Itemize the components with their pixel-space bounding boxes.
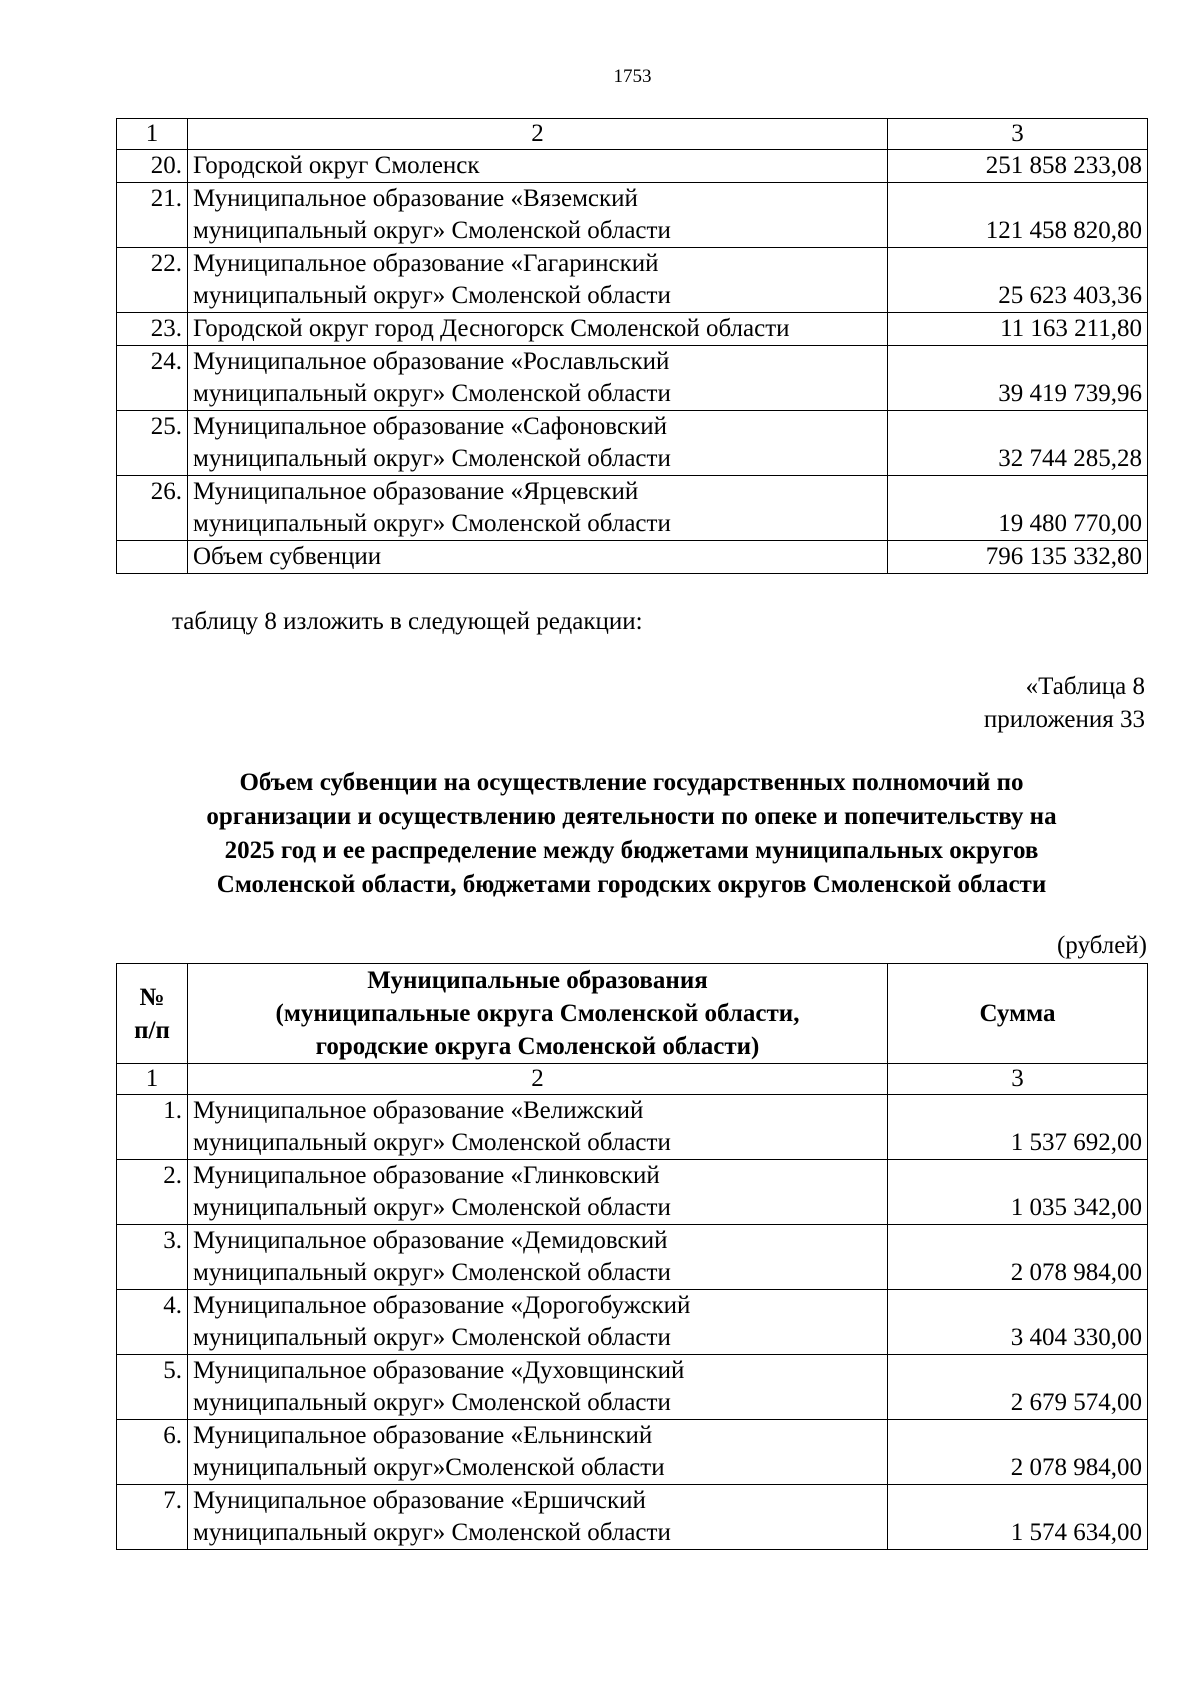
row-name-line: Муниципальное образование «Сафоновский <box>193 413 667 440</box>
column-numbers-row <box>117 119 1148 150</box>
row-name-line: Муниципальное образование «Духовщинский <box>193 1357 685 1384</box>
row-name-line: муниципальный округ» Смоленской области <box>193 1194 671 1221</box>
row-sum: 32 744 285,28 <box>888 411 1148 476</box>
row-name <box>188 476 888 541</box>
row-name <box>188 346 888 411</box>
unit-label: (рублей) <box>1056 932 1147 959</box>
total-row <box>117 541 1148 574</box>
heading-line: Объем субвенции на осуществление государственных полномочий по <box>239 769 1024 796</box>
table-row <box>117 1355 1148 1420</box>
table-row <box>117 1095 1148 1160</box>
row-name <box>188 1420 888 1485</box>
row-sum: 2 078 984,00 <box>888 1420 1148 1485</box>
row-name-line: Муниципальное образование «Ершичский <box>193 1487 646 1514</box>
row-name <box>188 183 888 248</box>
row-sum: 2 679 574,00 <box>888 1355 1148 1420</box>
header-name <box>188 964 888 1064</box>
table-row <box>117 183 1148 248</box>
heading-line: Смоленской области, бюджетами городских округов Смоленской области <box>216 871 1047 898</box>
header-name-line: Муниципальные образования <box>367 967 708 994</box>
row-number: 20. <box>117 150 188 183</box>
row-name <box>188 1355 888 1420</box>
row-number: 5. <box>117 1355 188 1420</box>
row-sum: 1 574 634,00 <box>888 1485 1148 1550</box>
column-number: 2 <box>188 1064 888 1095</box>
row-sum: 11 163 211,80 <box>888 313 1148 346</box>
column-number: 1 <box>117 1064 188 1095</box>
header-name-line: городские округа Смоленской области) <box>315 1033 760 1060</box>
column-number: 3 <box>888 119 1148 150</box>
row-name-line: муниципальный округ» Смоленской области <box>193 445 671 472</box>
row-number: 6. <box>117 1420 188 1485</box>
row-number: 21. <box>117 183 188 248</box>
top-table <box>116 118 1148 574</box>
row-sum: 1 035 342,00 <box>888 1160 1148 1225</box>
table-row <box>117 1485 1148 1550</box>
header-sum: Сумма <box>888 964 1148 1064</box>
header-num <box>117 964 188 1064</box>
row-name-line: муниципальный округ»Смоленской области <box>193 1454 665 1481</box>
table-row <box>117 248 1148 313</box>
header-row <box>117 964 1148 1064</box>
row-name <box>188 248 888 313</box>
row-sum: 25 623 403,36 <box>888 248 1148 313</box>
row-name-line: Муниципальное образование «Демидовский <box>193 1227 668 1254</box>
row-name-line: муниципальный округ» Смоленской области <box>193 1324 671 1351</box>
column-number: 1 <box>117 119 188 150</box>
table-row <box>117 1290 1148 1355</box>
header-num-line: п/п <box>134 1016 170 1044</box>
total-label: Объем субвенции <box>188 541 888 574</box>
row-name-line: муниципальный округ» Смоленской области <box>193 1259 671 1286</box>
table-row <box>117 313 1148 346</box>
row-name-line: Муниципальное образование «Глинковский <box>193 1162 660 1189</box>
row-number: 25. <box>117 411 188 476</box>
table-row <box>117 150 1148 183</box>
row-name-line: муниципальный округ» Смоленской области <box>193 1389 671 1416</box>
row-sum: 3 404 330,00 <box>888 1290 1148 1355</box>
row-name-line: Муниципальное образование «Ельнинский <box>193 1422 653 1449</box>
table-caption-line: «Таблица 8 <box>1025 673 1145 700</box>
row-name <box>188 313 888 346</box>
row-name <box>188 1485 888 1550</box>
instruction-text: таблицу 8 изложить в следующей редакции: <box>172 608 643 635</box>
column-numbers-row <box>117 1064 1148 1095</box>
column-number: 3 <box>888 1064 1148 1095</box>
document-heading <box>116 766 1147 902</box>
row-name-line: Муниципальное образование «Гагаринский <box>193 250 659 277</box>
row-name-line: Муниципальное образование «Велижский <box>193 1097 644 1124</box>
total-sum: 796 135 332,80 <box>888 541 1148 574</box>
table-row <box>117 476 1148 541</box>
row-name <box>188 1290 888 1355</box>
row-name <box>188 1095 888 1160</box>
row-number: 26. <box>117 476 188 541</box>
row-name <box>188 1225 888 1290</box>
header-num-line: № <box>139 983 165 1011</box>
row-sum: 1 537 692,00 <box>888 1095 1148 1160</box>
row-name-line: Муниципальное образование «Вяземский <box>193 185 638 212</box>
row-number: 24. <box>117 346 188 411</box>
row-name <box>188 1160 888 1225</box>
row-name-line: муниципальный округ» Смоленской области <box>193 510 671 537</box>
table-row <box>117 346 1148 411</box>
table-caption-line: приложения 33 <box>983 706 1145 733</box>
heading-line: организации и осуществлению деятельности по опеке и попечительству на <box>206 803 1057 830</box>
row-sum: 251 858 233,08 <box>888 150 1148 183</box>
heading-line: 2025 год и ее распределение между бюджетами муниципальных округов <box>224 837 1039 864</box>
row-name <box>188 411 888 476</box>
row-number: 7. <box>117 1485 188 1550</box>
page-number: 1753 <box>613 66 652 87</box>
row-name-line: муниципальный округ» Смоленской области <box>193 217 671 244</box>
row-name-line: муниципальный округ» Смоленской области <box>193 282 671 309</box>
row-sum: 19 480 770,00 <box>888 476 1148 541</box>
row-number: 3. <box>117 1225 188 1290</box>
row-name-line: муниципальный округ» Смоленской области <box>193 1519 671 1546</box>
row-number: 23. <box>117 313 188 346</box>
row-name-line: Городской округ Смоленск <box>193 152 480 179</box>
header-name-line: (муниципальные округа Смоленской области, <box>275 1000 800 1027</box>
total-num-empty <box>117 541 188 574</box>
table-caption <box>984 670 1145 736</box>
table-row <box>117 1420 1148 1485</box>
row-name-line: муниципальный округ» Смоленской области <box>193 1129 671 1156</box>
row-name-line: муниципальный округ» Смоленской области <box>193 380 671 407</box>
row-number: 1. <box>117 1095 188 1160</box>
row-name-line: Муниципальное образование «Ярцевский <box>193 478 639 505</box>
row-sum: 39 419 739,96 <box>888 346 1148 411</box>
row-sum: 2 078 984,00 <box>888 1225 1148 1290</box>
row-number: 22. <box>117 248 188 313</box>
row-sum: 121 458 820,80 <box>888 183 1148 248</box>
table-row <box>117 1160 1148 1225</box>
table-row <box>117 411 1148 476</box>
row-name-line: Муниципальное образование «Дорогобужский <box>193 1292 691 1319</box>
row-number: 4. <box>117 1290 188 1355</box>
row-name-line: Муниципальное образование «Рославльский <box>193 348 670 375</box>
column-number: 2 <box>188 119 888 150</box>
bottom-table <box>116 963 1148 1550</box>
row-name-line: Городской округ город Десногорск Смоленской области <box>193 315 790 342</box>
row-name <box>188 150 888 183</box>
table-row <box>117 1225 1148 1290</box>
row-number: 2. <box>117 1160 188 1225</box>
